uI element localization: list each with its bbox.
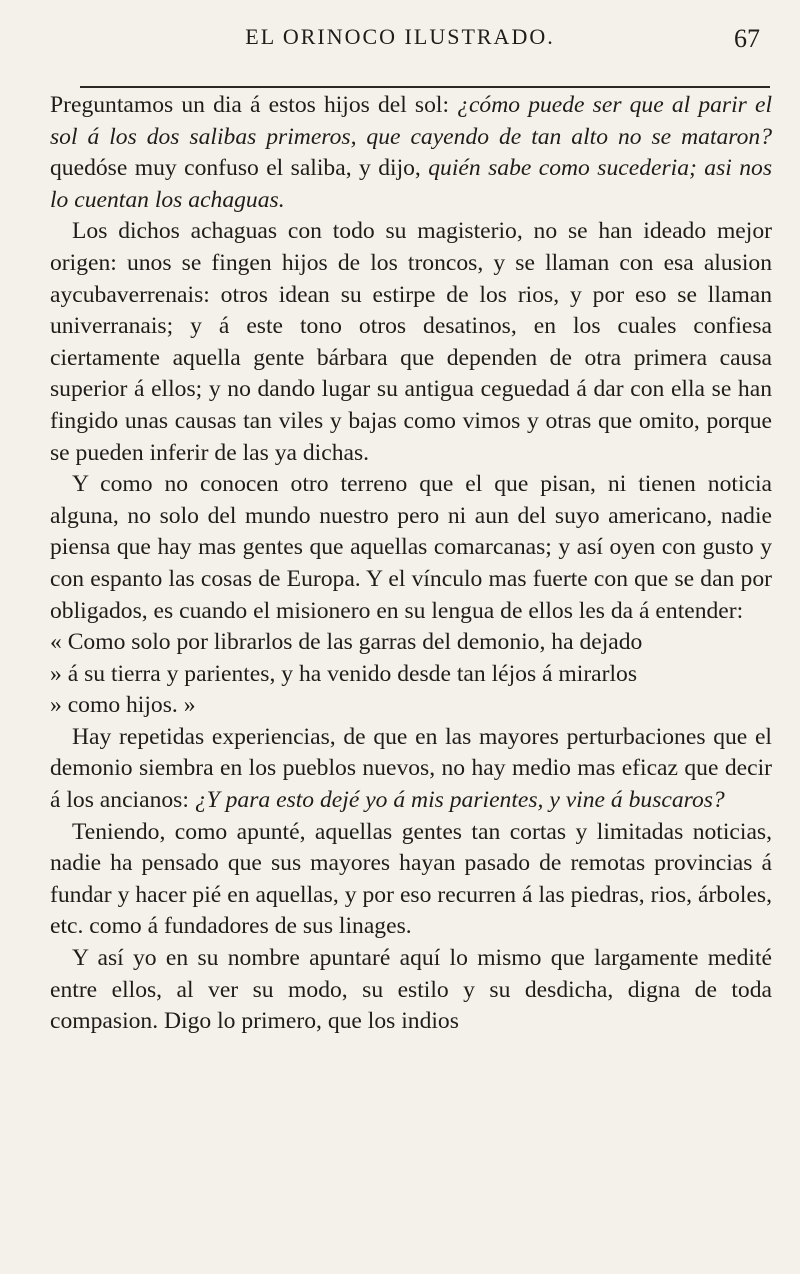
- running-head: EL ORINOCO ILUSTRADO.: [245, 24, 555, 49]
- paragraph-6: Y así yo en su nombre apuntaré aquí lo mismo que largamente medité entre ellos, al ver su modo, su estilo y su desdicha, digna de toda compasion. Digo lo primero, que los indios: [50, 945, 772, 1035]
- paragraph-4: [50, 722, 772, 817]
- paragraph-4-text: Hay repetidas experiencias, de que en las mayores perturbaciones que el demonio siembra en los pueblos nuevos, no hay medio mas eficaz que decir á los ancianos:: [50, 723, 772, 814]
- page-header: [40, 24, 760, 64]
- paragraph-5: Teniendo, como apunté, aquellas gentes tan cortas y limitadas noticias, nadie ha pensado que sus mayores hayan pasado de remotas provincias á fundar y hacer pié en aquellas, y por eso recurren á las piedras, rios, árboles, etc. como á fundadores de sus linages.: [50, 818, 772, 940]
- paragraph-3: [50, 469, 772, 627]
- body-text: [50, 90, 772, 1038]
- paragraph-1-text-a: Preguntamos un dia á estos hijos del sol:: [50, 92, 458, 118]
- paragraph-3-text: Y como no conocen otro terreno que el que pisan, ni tienen noticia alguna, no solo del mundo nuestro pero ni aun del suyo americano, nadie piensa que hay mas gentes que aquellas comarcanas; y así oyen con gusto y con espanto las cosas de Europa. Y el vínculo mas fuerte con que se dan por obligados, es cuando el misionero en su lengua de ellos les da á entender:: [50, 471, 772, 624]
- header-rule: [80, 86, 770, 88]
- page-number: 67: [734, 24, 760, 53]
- paragraph-3-quote-line-1: « Como solo por librarlos de las garras del demonio, ha dejado: [50, 629, 643, 656]
- paragraph-1: [50, 90, 772, 216]
- paragraph-2: Los dichos achaguas con todo su magisterio, no se han ideado mejor origen: unos se fingen hijos de los troncos, y se llaman con esa alusion aycubaverrenais: otros idean su estirpe de los rios, y por eso se llaman univerranais; y á este tono otros desatinos, en los cuales confiesa ciertamente aquella gente bárbara que dependen de otra primera causa superior á ellos; y no dando lugar su antigua ceguedad á dar con ella se han fingido unas causas tan viles y bajas como vimos y otras que omito, porque se pueden inferir de las ya dichas.: [50, 218, 772, 466]
- paragraph-1-answer: quién sabe como sucederia; asi nos lo cuentan los achaguas.: [50, 155, 773, 213]
- paragraph-4-quote: ¿Y para esto dejé yo á mis parientes, y vine á buscaros?: [194, 787, 725, 814]
- paragraph-3-quote-line-3: » como hijos. »: [50, 692, 196, 719]
- paragraph-1-text-b: quedóse muy confuso el saliba, y dijo,: [50, 155, 429, 182]
- paragraph-3-quote-line-2: » á su tierra y parientes, y ha venido desde tan léjos á mirarlos: [50, 660, 638, 687]
- paragraph-1-question: ¿cómo puede ser que al parir el sol á los dos salibas primeros, que cayendo de tan alto no se mataron?: [50, 92, 772, 150]
